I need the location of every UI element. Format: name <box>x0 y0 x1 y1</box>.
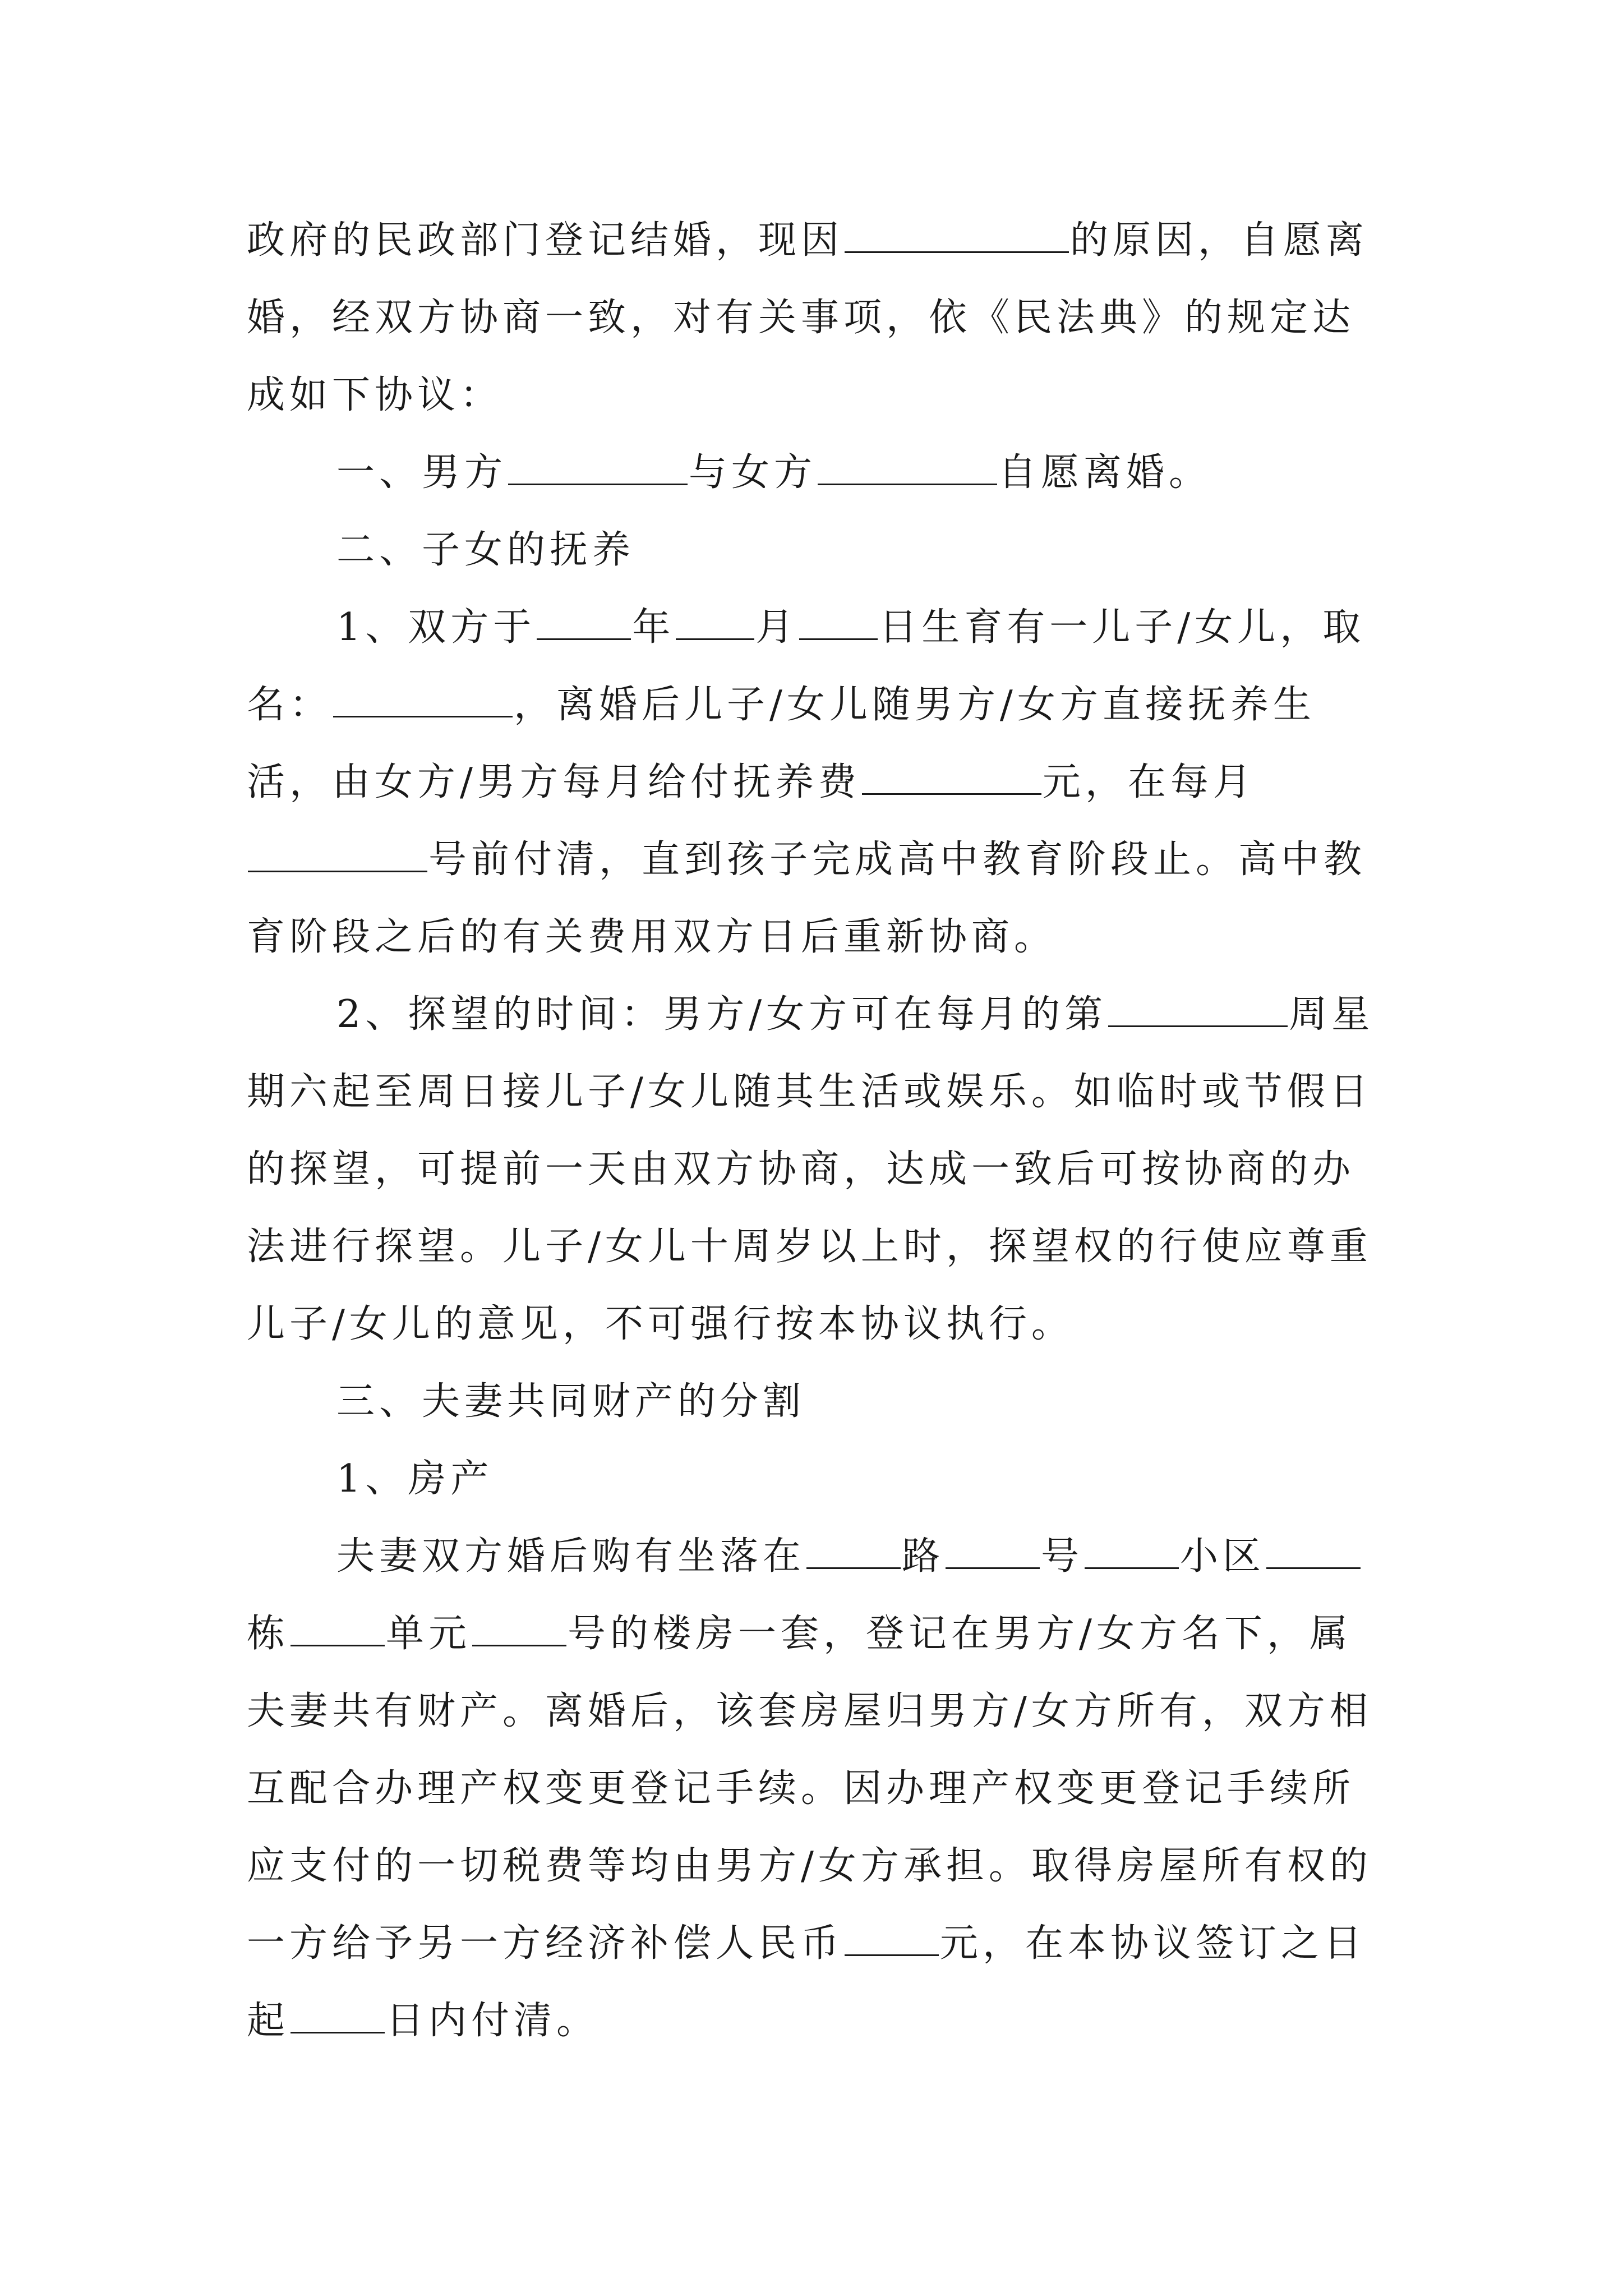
text-segment: 元，在本协议签订之日起 <box>247 1921 1367 2043</box>
blank-unit <box>291 1610 385 1646</box>
paragraph-clause-1 <box>247 434 1391 512</box>
text-segment: 单元 <box>386 1612 472 1656</box>
blank-reason <box>845 217 1069 253</box>
text-segment: 栋 <box>247 1612 290 1656</box>
blank-building <box>1266 1533 1361 1569</box>
text-segment: ，离婚后儿子/女儿随男方/女方直接抚养生活，由女方/男方每月给付抚养费 <box>247 683 1316 804</box>
text-segment: 与女方 <box>689 450 817 495</box>
text-segment: 年 <box>632 605 675 650</box>
blank-compensation <box>845 1920 939 1956</box>
blank-room <box>472 1610 566 1646</box>
text-segment: 1、双方于 <box>336 605 536 650</box>
subheading-real-estate <box>247 1441 1391 1518</box>
blank-year <box>537 604 631 640</box>
blank-road <box>806 1533 901 1569</box>
document-body <box>247 202 1391 2060</box>
blank-days <box>291 1997 385 2033</box>
text-segment: 月 <box>755 605 799 650</box>
text-segment: 自愿离婚。 <box>998 450 1212 495</box>
text-segment: 1、房产 <box>336 1457 494 1501</box>
blank-support-amount <box>862 758 1041 795</box>
text-segment: 2、探望的时间：男方/女方可在每月的第 <box>336 992 1108 1037</box>
paragraph-marriage-reason <box>247 202 1391 434</box>
blank-day <box>799 604 878 640</box>
section-heading-children <box>247 512 1391 589</box>
blank-husband-name <box>508 449 688 485</box>
section-heading-property <box>247 1363 1391 1441</box>
text-segment: 政府的民政部门登记结婚，现因 <box>247 218 844 263</box>
blank-community <box>1085 1533 1179 1569</box>
blank-month <box>676 604 754 640</box>
paragraph-visitation <box>247 976 1391 1363</box>
text-segment: 元，在每月 <box>1042 760 1256 804</box>
blank-child-name <box>333 681 513 717</box>
blank-payment-date <box>248 836 427 872</box>
text-segment: 的原因，自愿离婚，经双方协商一致，对有关事项，依《民法典》的规定达成如下协议： <box>247 218 1369 417</box>
text-segment: 二、子女的抚养 <box>336 528 635 572</box>
text-segment: 三、夫妻共同财产的分割 <box>336 1379 806 1424</box>
paragraph-real-estate <box>247 1518 1391 2060</box>
text-segment: 夫妻双方婚后购有坐落在 <box>336 1534 806 1579</box>
blank-number <box>946 1533 1040 1569</box>
text-segment: 一、男方 <box>336 450 508 495</box>
text-segment: 日生育有一儿子/女儿，取名： <box>247 605 1366 727</box>
paragraph-child-support <box>247 589 1391 976</box>
text-segment: 号 <box>1041 1534 1084 1579</box>
blank-week-number <box>1108 991 1288 1027</box>
text-segment: 路 <box>902 1534 945 1579</box>
text-segment: 日内付清。 <box>386 1999 600 2043</box>
text-segment: 周星期六起至周日接儿子/女儿随其生活或娱乐。如临时或节假日的探望，可提前一天由双方协商，达成一致后可按协商的办法进行探望。儿子/女儿十周岁以上时，探望权的行使应尊重儿子/女儿的意见，不可强行按本协议执行。 <box>247 992 1375 1346</box>
blank-wife-name <box>818 449 997 485</box>
text-segment: 号的楼房一套，登记在男方/女方名下，属夫妻共有财产。离婚后，该套房屋归男方/女方所有，双方相互配合办理产权变更登记手续。因办理产权变更登记手续所应支付的一切税费等均由男方/女方承担。取得房屋所有权的一方给予另一方经济补偿人民币 <box>247 1612 1372 1966</box>
text-segment: 小区 <box>1180 1534 1266 1579</box>
text-segment: 号前付清，直到孩子完成高中教育阶段止。高中教育阶段之后的有关费用双方日后重新协商。 <box>247 838 1367 959</box>
